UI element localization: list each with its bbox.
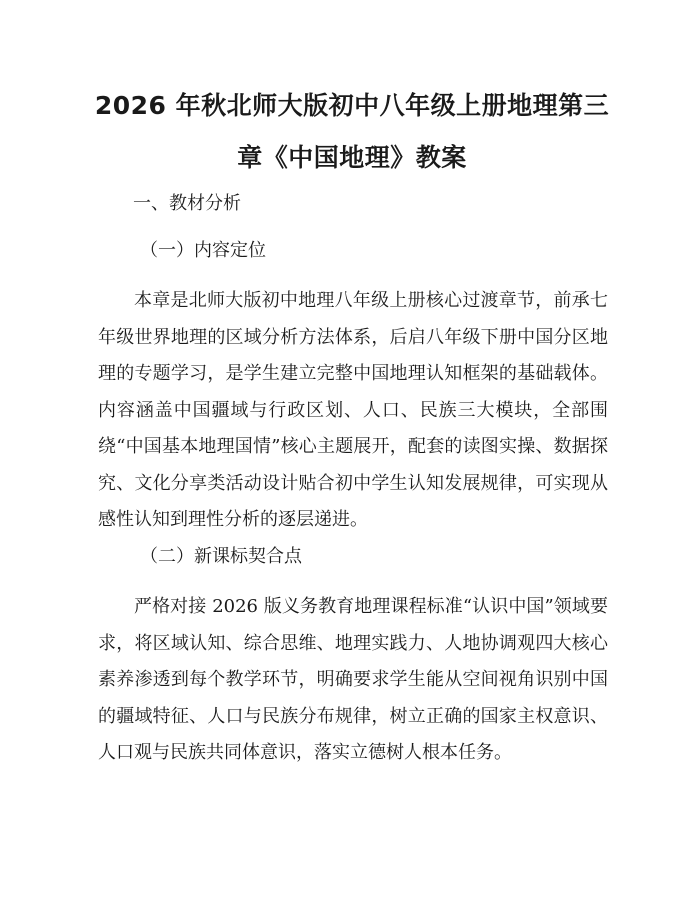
subsection-heading-curriculum-alignment: （二）新课标契合点 [140,546,302,567]
paragraph-content-positioning: 本章是北师大版初中地理八年级上册核心过渡章节，前承七年级世界地理的区域分析方法体系，后启八年级下册中国分区地理的专题学习，是学生建立完整中国地理认知框架的基础载体。内容涵盖中国疆域与行政区划、人口、民族三大模块，全部围绕“中国基本地理国情”核心主题展开，配套的读图实操、数据探究、文化分享类活动设计贴合初中学生认知发展规律，可实现从感性认知到理性分析的逐层递进。 [98,290,608,530]
document-title: 2026 年秋北师大版初中八年级上册地理第三章《中国地理》教案 [94,91,610,172]
subsection-heading-content-positioning: （一）内容定位 [140,240,266,261]
section-heading-textbook-analysis: 一、教材分析 [133,193,241,214]
paragraph-curriculum-alignment: 严格对接 2026 版义务教育地理课程标准“认识中国”领域要求，将区域认知、综合思维、地理实践力、人地协调观四大核心素养渗透到每个教学环节，明确要求学生能从空间视角识别中国的疆域特征、人口与民族分布规律，树立正确的国家主权意识、人口观与民族共同体意识，落实立德树人根本任务。 [98,596,608,763]
